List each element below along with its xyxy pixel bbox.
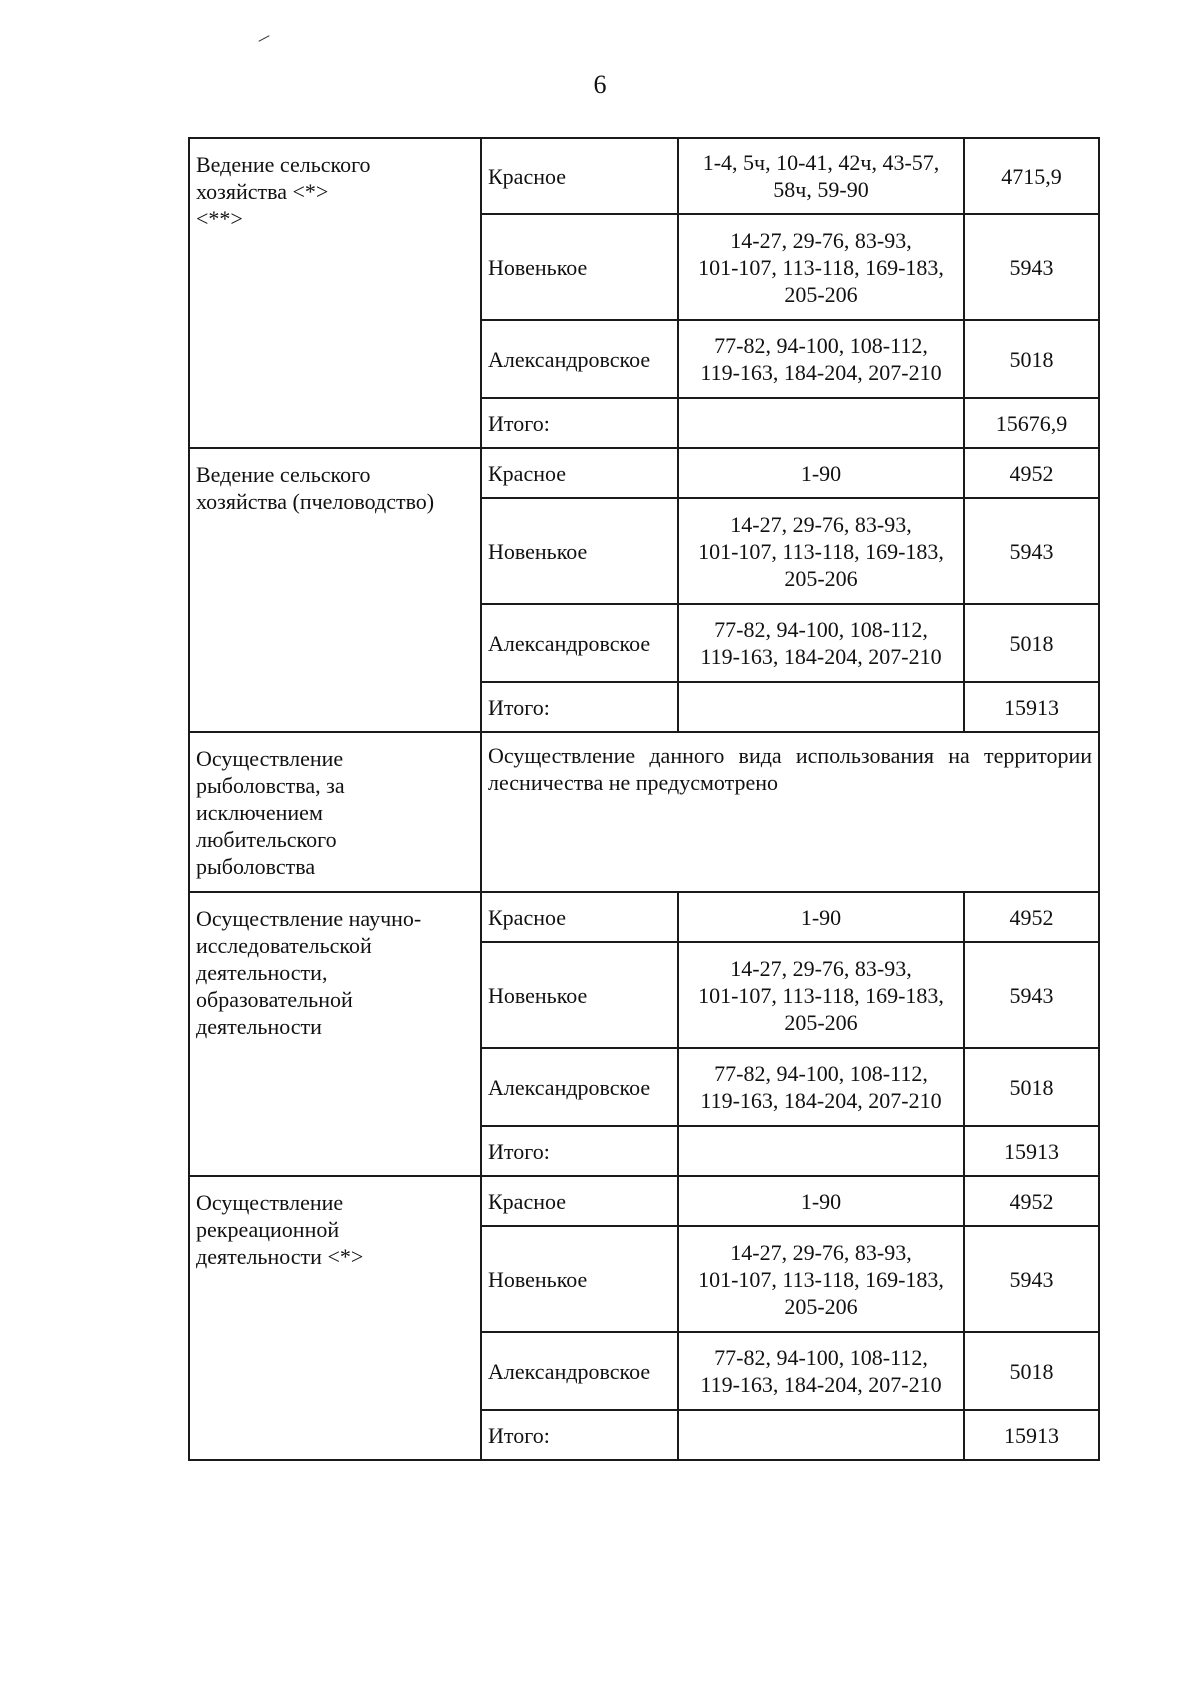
quarters-cell: 14-27, 29-76, 83-93, 101-107, 113-118, 169-183, 205-206 (678, 498, 964, 604)
quarters-cell-empty (678, 1126, 964, 1176)
quarters-cell: 77-82, 94-100, 108-112, 119-163, 184-204, 207-210 (678, 1332, 964, 1410)
quarters-cell: 14-27, 29-76, 83-93, 101-107, 113-118, 169-183, 205-206 (678, 214, 964, 320)
activity-cell: Осуществление научно- исследовательской деятельности, образовательной деятельности (189, 892, 481, 1176)
activity-cell: Ведение сельского хозяйства (пчеловодство) (189, 448, 481, 732)
area-cell: 5018 (964, 320, 1099, 398)
note-row (189, 732, 1099, 892)
total-area: 15913 (964, 682, 1099, 732)
table-row (189, 138, 1099, 214)
area-cell: 4952 (964, 448, 1099, 498)
quarters-cell: 77-82, 94-100, 108-112, 119-163, 184-204, 207-210 (678, 320, 964, 398)
total-area: 15913 (964, 1126, 1099, 1176)
quarters-cell: 1-90 (678, 892, 964, 942)
total-area: 15913 (964, 1410, 1099, 1460)
district-cell: Александровское (481, 1048, 678, 1126)
total-label: Итого: (481, 398, 678, 448)
district-cell: Александровское (481, 604, 678, 682)
quarters-cell: 1-90 (678, 1176, 964, 1226)
activity-cell: Осуществление рекреационной деятельности <*> (189, 1176, 481, 1460)
total-label: Итого: (481, 682, 678, 732)
area-cell: 4952 (964, 892, 1099, 942)
district-cell: Александровское (481, 320, 678, 398)
area-cell: 5018 (964, 1048, 1099, 1126)
scan-mark (258, 35, 269, 42)
district-cell: Красное (481, 138, 678, 214)
table-row (189, 892, 1099, 942)
quarters-cell-empty (678, 682, 964, 732)
quarters-cell: 77-82, 94-100, 108-112, 119-163, 184-204, 207-210 (678, 1048, 964, 1126)
quarters-cell: 1-90 (678, 448, 964, 498)
quarters-cell: 77-82, 94-100, 108-112, 119-163, 184-204, 207-210 (678, 604, 964, 682)
district-cell: Новенькое (481, 1226, 678, 1332)
district-cell: Александровское (481, 1332, 678, 1410)
quarters-cell-empty (678, 398, 964, 448)
total-label: Итого: (481, 1126, 678, 1176)
total-area: 15676,9 (964, 398, 1099, 448)
area-cell: 5018 (964, 1332, 1099, 1410)
district-cell: Новенькое (481, 942, 678, 1048)
area-cell: 4715,9 (964, 138, 1099, 214)
area-cell: 5943 (964, 498, 1099, 604)
district-cell: Новенькое (481, 214, 678, 320)
district-cell: Красное (481, 892, 678, 942)
forest-use-table (188, 137, 1100, 1461)
district-cell: Красное (481, 1176, 678, 1226)
table-row (189, 1176, 1099, 1226)
area-cell: 4952 (964, 1176, 1099, 1226)
activity-cell: Осуществление рыболовства, за исключением любительского рыболовства (189, 732, 481, 892)
district-cell: Красное (481, 448, 678, 498)
activity-cell: Ведение сельского хозяйства <*> <**> (189, 138, 481, 448)
page-number: 6 (593, 70, 607, 99)
area-cell: 5943 (964, 1226, 1099, 1332)
table-row (189, 448, 1099, 498)
total-label: Итого: (481, 1410, 678, 1460)
district-cell: Новенькое (481, 498, 678, 604)
quarters-cell: 1-4, 5ч, 10-41, 42ч, 43-57, 58ч, 59-90 (678, 138, 964, 214)
area-cell: 5018 (964, 604, 1099, 682)
quarters-cell: 14-27, 29-76, 83-93, 101-107, 113-118, 169-183, 205-206 (678, 1226, 964, 1332)
quarters-cell: 14-27, 29-76, 83-93, 101-107, 113-118, 169-183, 205-206 (678, 942, 964, 1048)
not-provided-note: Осуществление данного вида использования на территории лесничества не предусмотрено (481, 732, 1099, 892)
area-cell: 5943 (964, 214, 1099, 320)
area-cell: 5943 (964, 942, 1099, 1048)
quarters-cell-empty (678, 1410, 964, 1460)
